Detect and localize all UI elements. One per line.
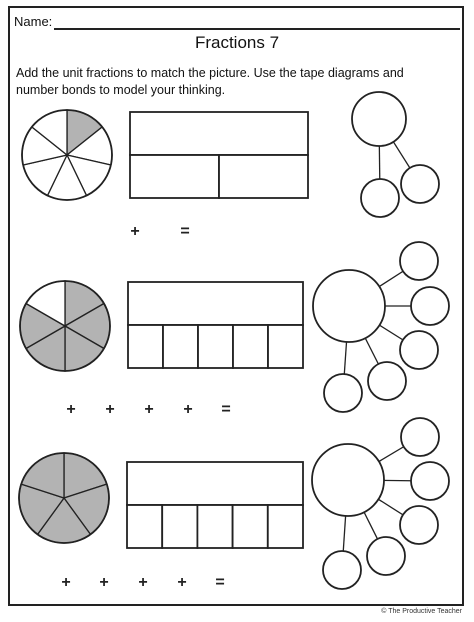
bond-part-circle[interactable]: [367, 537, 405, 575]
tape-diagram: [127, 462, 303, 548]
bond-part-circle[interactable]: [400, 331, 438, 369]
bond-part-circle[interactable]: [324, 374, 362, 412]
tape-part[interactable]: [163, 325, 198, 368]
tape-part[interactable]: [233, 325, 268, 368]
bond-part-circle[interactable]: [323, 551, 361, 589]
number-bond: [312, 418, 449, 589]
tape-part[interactable]: [162, 505, 197, 548]
bond-whole-circle[interactable]: [312, 444, 384, 516]
problem-3: [19, 418, 449, 591]
page-title: Fractions 7: [194, 33, 280, 52]
bond-part-circle[interactable]: [400, 242, 438, 280]
tape-whole[interactable]: [128, 282, 303, 325]
tape-part[interactable]: [219, 155, 308, 198]
bond-part-circle[interactable]: [368, 362, 406, 400]
bond-part-circle[interactable]: [401, 418, 439, 456]
tape-part[interactable]: [130, 155, 219, 198]
fraction-circle: [20, 281, 110, 371]
tape-part[interactable]: [233, 505, 268, 548]
instructions: Add the unit fractions to match the picture. Use the tape diagrams and number bonds to model your thinking.: [16, 66, 404, 97]
plus-sign: +: [183, 401, 193, 418]
equals-sign: =: [180, 223, 190, 240]
plus-sign: +: [105, 401, 115, 418]
tape-whole[interactable]: [130, 112, 308, 155]
bond-part-circle[interactable]: [411, 462, 449, 500]
tape-diagram: [128, 282, 303, 368]
bond-part-circle[interactable]: [400, 506, 438, 544]
plus-sign: +: [144, 401, 154, 418]
problem-1: [22, 92, 439, 240]
name-label: Name:: [14, 14, 53, 29]
bond-part-circle[interactable]: [411, 287, 449, 325]
plus-sign: +: [177, 574, 187, 591]
number-bond: [313, 242, 449, 412]
tape-diagram: [130, 112, 308, 198]
equation: [66, 401, 230, 418]
tape-part[interactable]: [198, 325, 233, 368]
tape-part[interactable]: [268, 505, 303, 548]
tape-whole[interactable]: [127, 462, 303, 505]
bond-whole-circle[interactable]: [313, 270, 385, 342]
tape-part[interactable]: [268, 325, 303, 368]
plus-sign: +: [66, 401, 76, 418]
plus-sign: +: [130, 223, 140, 240]
problem-2: [20, 242, 449, 418]
bond-whole-circle[interactable]: [352, 92, 406, 146]
fraction-circle: [22, 110, 112, 200]
copyright-footer: © The Productive Teacher: [381, 608, 462, 615]
plus-sign: +: [61, 574, 71, 591]
equals-sign: =: [215, 574, 225, 591]
number-bond: [352, 92, 439, 217]
plus-sign: +: [138, 574, 148, 591]
equals-sign: =: [221, 401, 231, 418]
bond-part-circle[interactable]: [401, 165, 439, 203]
equation: [130, 223, 189, 240]
equation: [61, 574, 224, 591]
tape-part[interactable]: [127, 505, 162, 548]
fraction-circle: [19, 453, 109, 543]
bond-part-circle[interactable]: [361, 179, 399, 217]
plus-sign: +: [99, 574, 109, 591]
tape-part[interactable]: [197, 505, 232, 548]
tape-part[interactable]: [128, 325, 163, 368]
